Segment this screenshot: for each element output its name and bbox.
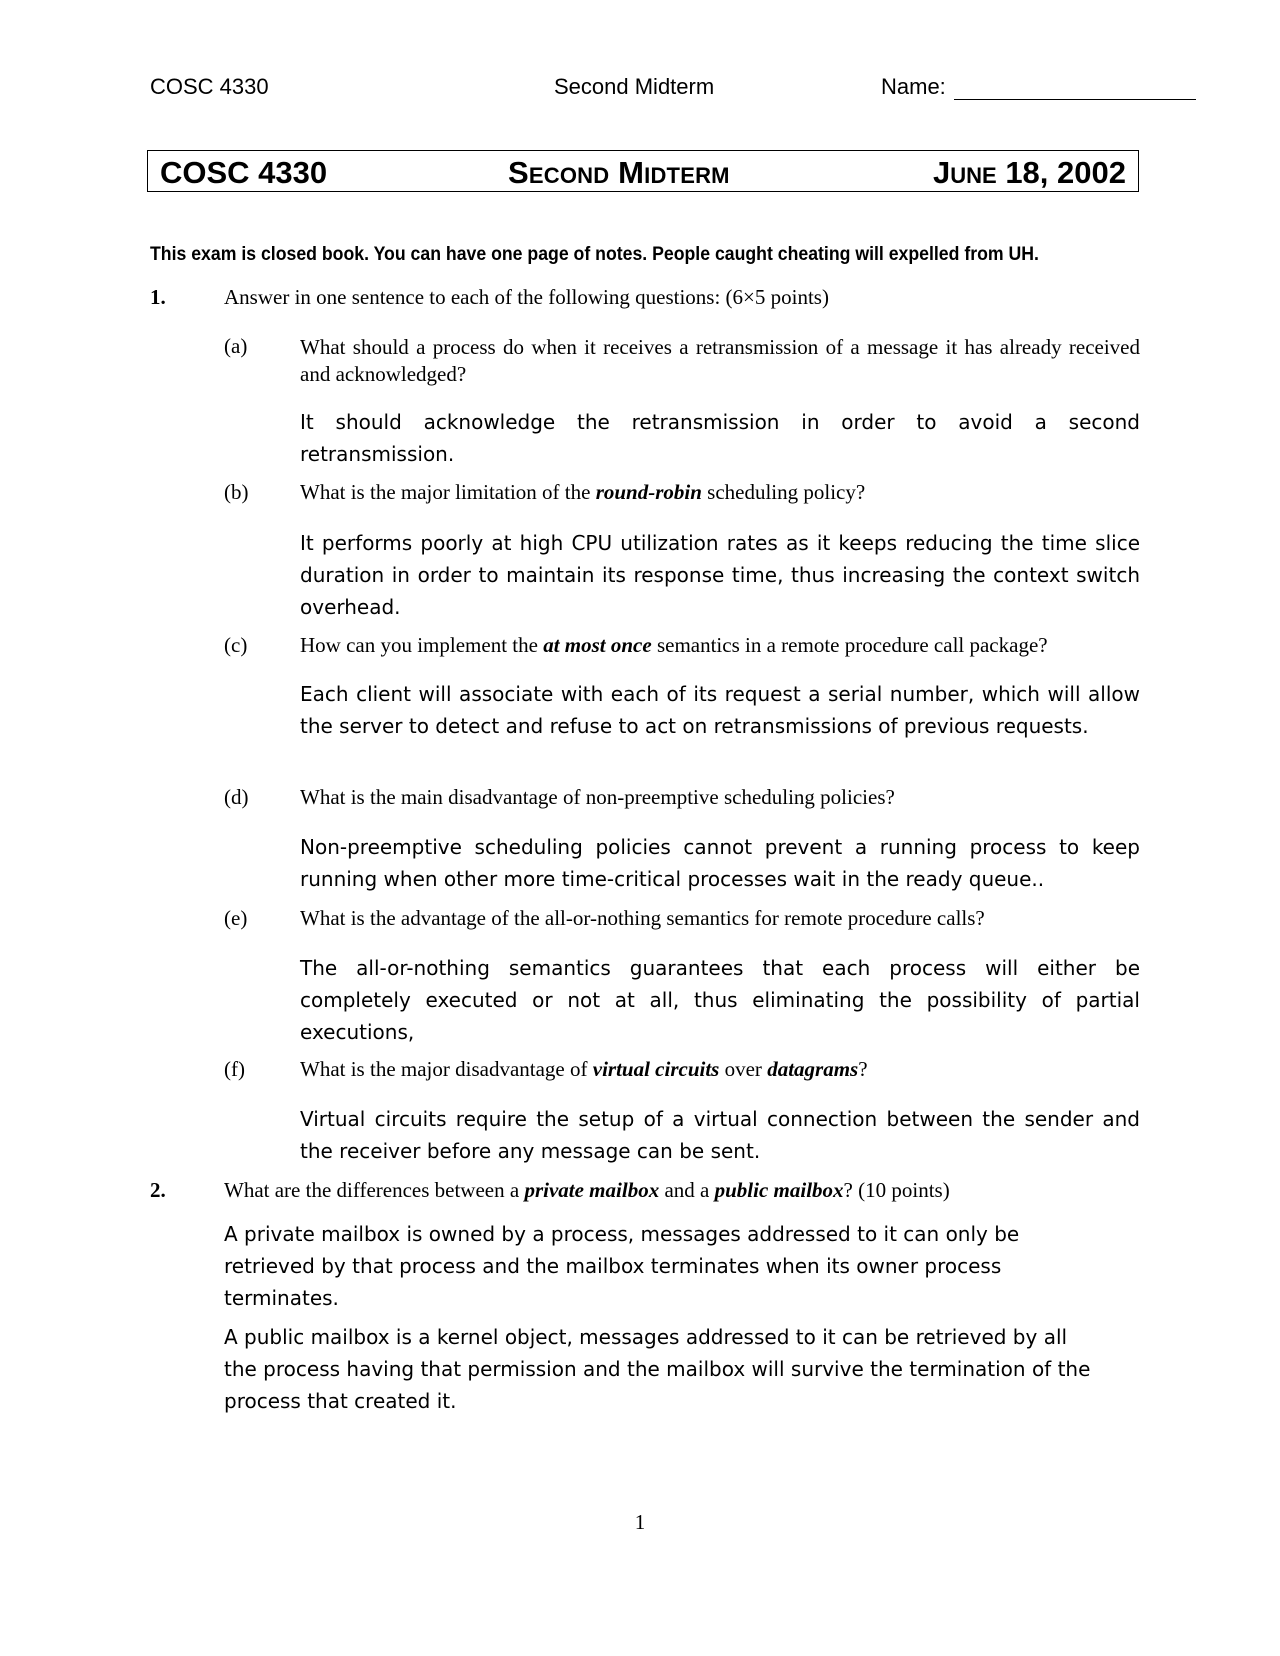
title-exam: Second Midterm [508,155,730,190]
q1f-question-em2: datagrams [767,1057,859,1081]
title-course: COSC 4330 [160,155,328,190]
q2-answer-private: A private mailbox is owned by a process, messages addressed to it can only be retrieved by that process and the mailbox terminates when its owner process terminates. [224,1222,1020,1310]
q1-number: 1. [150,285,166,309]
title-box [147,150,1139,192]
q1f-label: (f) [224,1057,245,1081]
q1a-answer: It should acknowledge the retransmission in order to avoid a second retransmission. [300,410,1140,466]
q1b-question-post: scheduling policy? [701,480,866,504]
q1d-label: (d) [224,785,249,809]
header-name-field [881,74,1196,100]
q1f-answer: Virtual circuits require the setup of a virtual connection between the sender and the receiver before any message can be sent. [300,1107,1140,1163]
name-label: Name: [881,74,946,99]
q2-text-post: ? (10 points) [843,1178,950,1202]
q1c-question-pre: How can you implement the [300,633,544,657]
q1-text: Answer in one sentence to each of the following questions: (6×5 points) [224,285,829,309]
q1f-question-mid: over [719,1057,768,1081]
title-date: June 18, 2002 [933,155,1126,190]
q1e-label: (e) [224,906,248,930]
q1d-question: What is the main disadvantage of non-preemptive scheduling policies? [300,785,895,809]
q1c-answer: Each client will associate with each of its request a serial number, which will allow the server to detect and refuse to act on retransmissions of previous requests. [300,682,1140,738]
q1c-question-em: at most once [543,633,652,657]
q1b-question [300,480,865,505]
header-course: COSC 4330 [150,74,269,99]
q1a-label: (a) [224,334,248,358]
q2-text-mid: and a [659,1178,715,1202]
name-blank-line [954,77,1196,100]
exam-notice: This exam is closed book. You can have one page of notes. People caught cheating will expelled from UH. [150,244,1039,265]
q1b-question-pre: What is the major limitation of the [300,480,596,504]
q1f-question-post: ? [858,1057,868,1081]
q1b-label: (b) [224,480,249,504]
q1f-question-em: virtual circuits [592,1057,720,1081]
q2-number: 2. [150,1178,166,1202]
q1e-answer: The all-or-nothing semantics guarantees that each process will either be completely executed or not at all, thus eliminating the possibility of partial executions, [300,956,1140,1044]
q1a-question: What should a process do when it receives a retransmission of a message it has already received and acknowledged? [300,335,1140,386]
q1c-label: (c) [224,633,248,657]
q1f-question [300,1057,868,1082]
q1b-answer: It performs poorly at high CPU utilization rates as it keeps reducing the time slice duration in order to maintain its response time, thus increasing the context switch overhead. [300,531,1140,619]
header-exam: Second Midterm [554,74,715,99]
q2-text-em2: public mailbox [714,1178,844,1202]
q1c-question [300,633,1048,658]
running-header [150,74,1195,104]
q2-text [224,1178,950,1203]
q2-text-em: private mailbox [524,1178,660,1202]
q1b-question-em: round-robin [595,480,702,504]
page-number: 1 [634,1510,646,1534]
q2-text-pre: What are the differences between a [224,1178,525,1202]
q1f-question-pre: What is the major disadvantage of [300,1057,593,1081]
q1d-answer: Non-preemptive scheduling policies cannot prevent a running process to keep running when other more time-critical processes wait in the ready queue.. [300,835,1140,891]
q2-answer-public: A public mailbox is a kernel object, messages addressed to it can be retrieved by all the process having that permission and the mailbox will survive the termination of the process that created it. [224,1325,1091,1413]
q1e-question: What is the advantage of the all-or-nothing semantics for remote procedure calls? [300,906,985,930]
q1c-question-post: semantics in a remote procedure call package? [651,633,1048,657]
